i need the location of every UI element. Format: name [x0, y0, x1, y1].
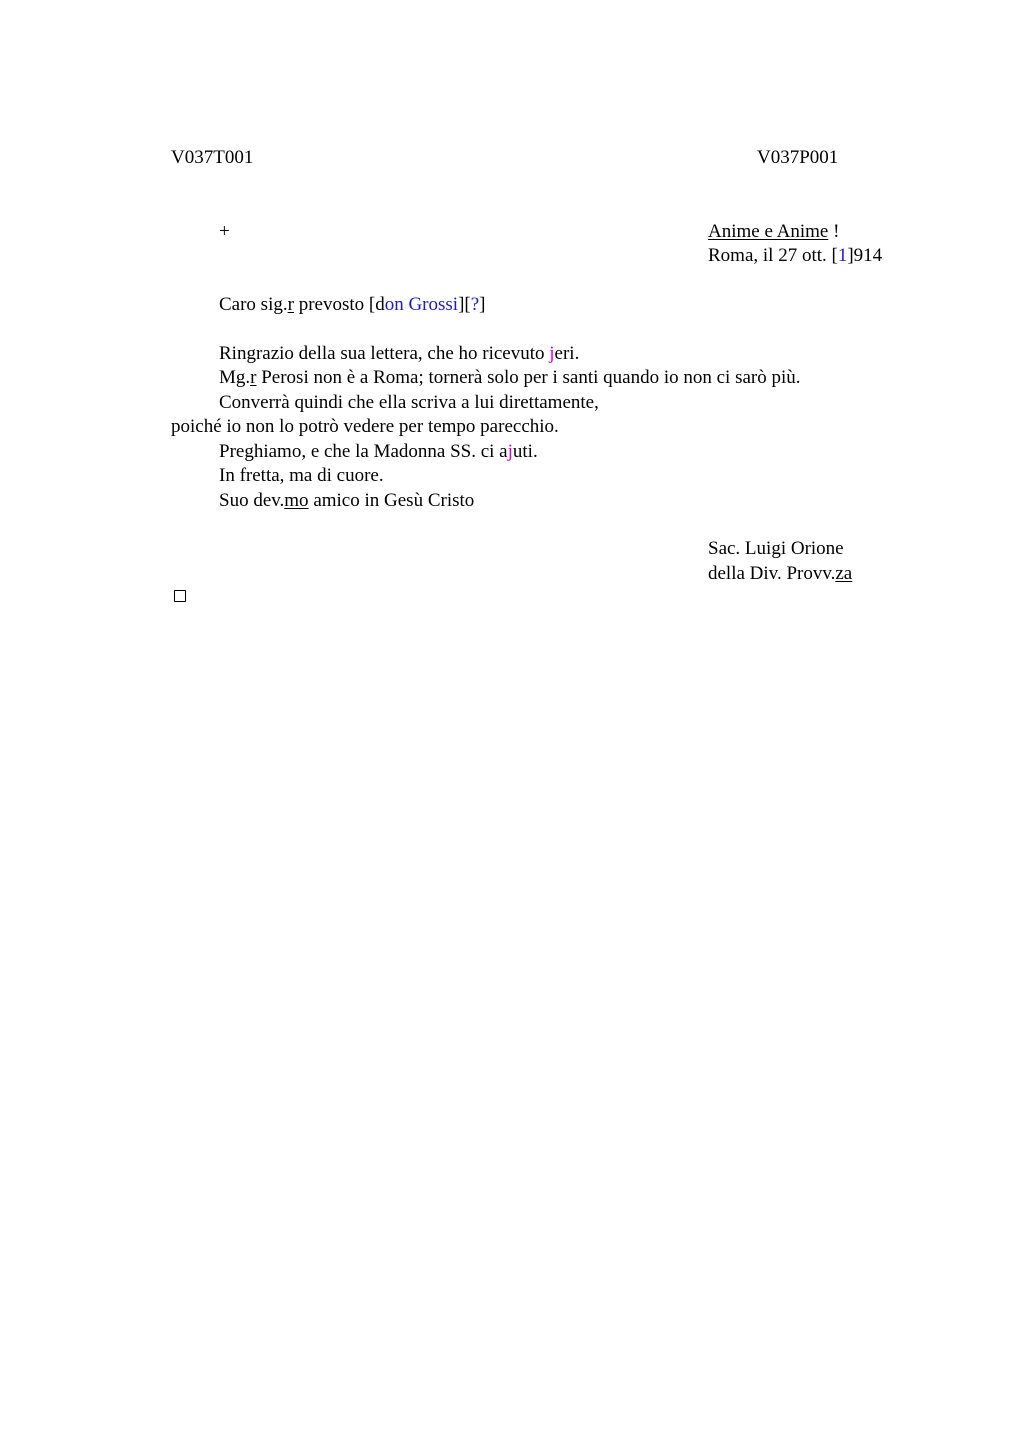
- body-line-3: Converrà quindi che ella scriva a lui direttamente,: [219, 392, 599, 413]
- body-abbrev: mo: [284, 490, 309, 511]
- date-suffix: ]914: [847, 245, 883, 266]
- body-text: Perosi non è a Roma; tornerà solo per i santi quando io non ci sarò più.: [256, 367, 801, 388]
- signature-title: [708, 562, 852, 586]
- body-text: eri.: [554, 343, 580, 364]
- salutation: [219, 293, 486, 317]
- variant-letter: j: [507, 441, 513, 462]
- body-text: Suo dev.: [219, 490, 285, 511]
- date-editorial: 1: [837, 245, 848, 266]
- body-abbrev: r: [250, 367, 257, 388]
- body-text: amico in Gesù Cristo: [308, 490, 475, 511]
- body-line-1: [219, 342, 579, 366]
- date-prefix: Roma, il 27 ott. [: [708, 245, 838, 266]
- salutation-part: Caro sig.: [219, 294, 288, 315]
- salutation-part: ]: [479, 294, 486, 315]
- motto-text: Animе e Anime: [708, 221, 829, 242]
- letter-motto: [708, 220, 839, 244]
- body-text: Preghiamo, e che la Madonna SS. ci a: [219, 441, 508, 462]
- salutation-part: ][: [458, 294, 471, 315]
- cross-mark: +: [219, 221, 230, 242]
- letter-date: [708, 244, 882, 268]
- signature-name: Sac. Luigi Orione: [708, 538, 844, 559]
- body-line-2: [219, 366, 801, 390]
- body-line-7: [219, 489, 474, 513]
- body-line-6: In fretta, ma di cuore.: [219, 465, 384, 486]
- signature-abbrev: za: [835, 563, 853, 584]
- salutation-part: prevosto [d: [293, 294, 385, 315]
- document-code-right: V037P001: [757, 147, 839, 168]
- motto-exclamation: !: [828, 221, 840, 242]
- end-square-icon: [174, 590, 186, 602]
- body-text: Mg.: [219, 367, 251, 388]
- document-code-left: V037T001: [171, 147, 254, 168]
- salutation-editorial: on Grossi: [384, 294, 459, 315]
- body-line-4: poiché io non lo potrò vedere per tempo parecchio.: [171, 416, 559, 437]
- salutation-abbrev: r: [287, 294, 294, 315]
- body-line-5: [219, 440, 538, 464]
- body-text: uti.: [512, 441, 538, 462]
- signature-text: della Div. Provv.: [708, 563, 836, 584]
- salutation-query: ?: [470, 294, 480, 315]
- variant-letter: j: [549, 343, 555, 364]
- body-text: Ringrazio della sua lettera, che ho ricevuto: [219, 343, 550, 364]
